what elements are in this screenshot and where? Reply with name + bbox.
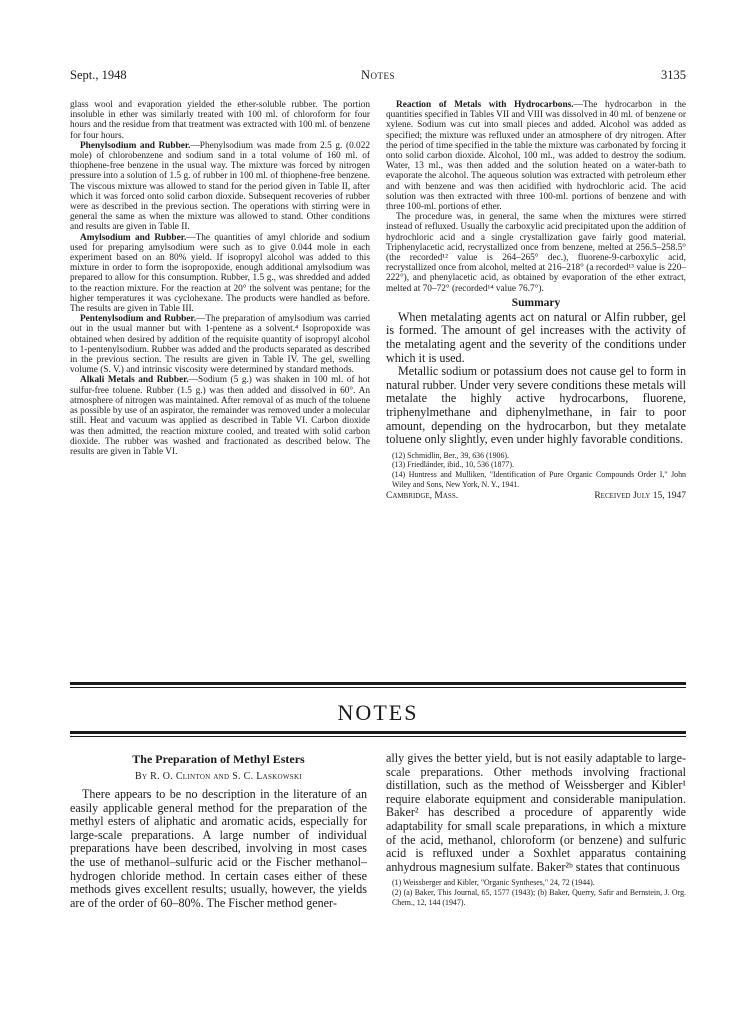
run-in-heading: Reaction of Metals with Hydrocarbons. bbox=[396, 100, 574, 110]
article-title: The Preparation of Methyl Esters bbox=[132, 752, 305, 766]
footnote: (1) Weissberger and Kibler, "Organic Syntheses," 24, 72 (1944). bbox=[392, 878, 595, 888]
paragraph-text: —The hydrocarbon in the quantities specified in Tables VII and VIII was dissolved in 40 ml. of benzene or xylene. Sodium was cut into small pieces and added. Alcohol was added as specified; the mixture was refluxed under an atmosphere of dry nitrogen. After the period of time specified in the table the mixture was carbonated by forcing it onto solid carbon dioxide. Alcohol, 100 ml., was added to destroy the sodium. Water, 13 ml., was then added and the solution heated on a water-bath to evaporate the alcohol. The aqueous solution was extracted with petroleum ether and with benzene and was then acidified with hydrochloric acid. The acid solution was then extracted with three 100-ml. portions of benzene and with three 100-ml. portions of ether. bbox=[386, 100, 687, 213]
paragraph-text: —The preparation of amylsodium was carried out in the usual manner but with 1-pentene as a solvent.⁴ Isopropoxide was obtained when desired by addition of the requisite quantity of isopropyl alcohol to 1-pentenylsodium. Rubber was added and the products separated as described in the previous section. The results are given in Table IV. The gel, swelling volume (S. V.) and intrinsic viscosity were determined by standard methods. bbox=[70, 314, 370, 376]
article-left-column bbox=[70, 752, 367, 910]
author-location: Cambridge, Mass. bbox=[386, 491, 459, 502]
paragraph-text: —Sodium (5 g.) was shaken in 100 ml. of hot sulfur-free toluene. Rubber (1.5 g.) was then added and dissolved in 60°. An atmosphere of nitrogen was maintained. After removal of as much of the toluene as possible by use of an aspirator, the remainder was removed under a molecular still. Heat and vacuum was applied as described in Table VI. Carbon dioxide was then admitted, the reaction mixture cooled, and treated with solid carbon dioxide. The rubber was washed and fractionated as described below. The results are given in Table VI. bbox=[70, 375, 370, 457]
paragraph bbox=[70, 375, 370, 457]
summary-heading: Summary bbox=[511, 296, 561, 309]
divider-thick bbox=[70, 682, 686, 685]
left-column bbox=[70, 100, 370, 457]
paragraph-text: —The quantities of amyl chloride and sodium used for preparing amylsodium were such as to give 0.044 mole in each experiment based on an 80% yield. If isopropyl alcohol was added to this mixture in order to form the isopropoxide, enough additional amylsodium was prepared to allow for this consumption. Rubber, 1.5 g., was shredded and added to the reaction mixture. For the reaction at 20° the solvent was pentane; for the higher temperatures it was cyclohexane. The products were handled as before. The results are given in Table III. bbox=[70, 232, 370, 315]
article-right-column bbox=[386, 752, 686, 907]
right-column bbox=[386, 100, 686, 503]
footnote: (2) (a) Baker, This Journal, 65, 1577 (1943); (b) Baker, Querry, Safir and Bernstein, J. Org. Chem., 12, 144 (1947). bbox=[392, 887, 686, 907]
run-in-heading: Pentenylsodium and Rubber. bbox=[80, 314, 197, 325]
paragraph bbox=[70, 314, 370, 375]
run-in-heading: Phenylsodium and Rubber. bbox=[80, 140, 191, 151]
run-in-heading: Alkali Metals and Rubber. bbox=[80, 375, 189, 386]
footnote: (14) Huntress and Mulliken, "Identification of Pure Organic Compounds Order I," John Wiley and Sons, New York, N. Y., 1941. bbox=[392, 469, 686, 489]
run-in-heading: Amylsodium and Rubber. bbox=[80, 232, 187, 243]
paragraph: ally gives the better yield, but is not easily adaptable to large-scale preparations. Other methods involving fractional distillation, such as the method of Weissberger and Kibler¹ require elaborate equipment and considerable manipulation. Baker² has described a procedure of apparently wide adaptability for small scale preparations, in which a mixture of the acid, methanol, chloroform (or benzene) and sulfuric acid is refluxed under a Soxhlet apparatus containing anhydrous magnesium sulfate. Baker²ᵇ states that continuous bbox=[386, 751, 686, 874]
paragraph: There appears to be no description in the literature of an easily applicable general method for the preparation of the methyl esters of aliphatic and aromatic acids, especially for large-scale preparations. A large number of individual preparations have been described, involving in most cases the use of methanol–sulfuric acid or the Fischer methanol–hydrogen chloride method. In certain cases either of these methods gives excellent results; usually, however, the yields are of the order of 60–80%. The Fischer method gener- bbox=[70, 787, 367, 910]
received-date: Received July 15, 1947 bbox=[594, 491, 686, 502]
header-date: Sept., 1948 bbox=[70, 68, 127, 82]
footnote: (12) Schmidlin, Ber., 39, 636 (1906). bbox=[392, 450, 510, 460]
paragraph-text: —Phenylsodium was made from 2.5 g. (0.022 mole) of chlorobenzene and sodium sand in a total volume of 160 ml. of thiophene-free benzene in the usual way. The mixture was forced by nitrogen pressure into a solution of 1.5 g. of rubber in 100 ml. of thiophene-free benzene. The viscous mixture was allowed to stand for the period given in Table II, after which it was forced onto solid carbon dioxide. Subsequent recoveries of rubber were as described in the previous section. The operations with stirring were in general the same as when the mixture was allowed to stand. Other conditions and results are given in Table II. bbox=[70, 140, 370, 233]
paragraph: glass wool and evaporation yielded the ether-soluble rubber. The portion insoluble in ether was similarly treated with 100 ml. of chloroform for four hours and the residue from that treatment was extracted with 100 ml. of benzene for four hours. bbox=[70, 100, 370, 141]
divider-thick bbox=[70, 731, 686, 734]
page-header bbox=[70, 68, 686, 84]
section-title: NOTES bbox=[337, 700, 419, 725]
footnote: (13) Friedländer, ibid., 10, 536 (1877). bbox=[392, 460, 514, 470]
article-byline: By R. O. Clinton and S. C. Laskowski bbox=[135, 771, 302, 782]
paragraph bbox=[386, 100, 686, 212]
signoff bbox=[386, 491, 686, 503]
divider-thin bbox=[70, 736, 686, 737]
paragraph bbox=[70, 141, 370, 233]
header-section: Notes bbox=[360, 68, 396, 82]
summary-paragraph: When metalating agents act on natural or Alfin rubber, gel is formed. The amount of gel increases with the activity of the metalating agent and the severity of the conditions under which it is used. bbox=[386, 309, 686, 365]
paragraph: The procedure was, in general, the same when the mixtures were stirred instead of refluxed. Usually the carboxylic acid precipitated upon the addition of hydrochloric acid and a single crystallization gave fairly good material. Triphenylacetic acid, recrystallized once from benzene, melted at 256.5–258.5° (the recorded¹² value is 264–265° dec.), fluorene-9-carboxylic acid, recrystallized once from alcohol, melted at 216–218° (a recorded¹³ value is 220–222°), and phenylacetic acid, as obtained by evaporation of the ether extract, melted at 70–72° (recorded¹⁴ value 76.7°). bbox=[386, 212, 686, 294]
divider-thin bbox=[70, 687, 686, 688]
summary-paragraph: Metallic sodium or potassium does not cause gel to form in natural rubber. Under very severe conditions these metals will metalate the highly active hydrocarbons, fluorene, triphenylmethane and diphenylmethane, in fair to poor amount, depending on the hydrocarbon, but they metalate toluene only slightly, even under highly favorable conditions. bbox=[386, 364, 686, 447]
page-number: 3135 bbox=[661, 68, 686, 82]
paragraph bbox=[70, 233, 370, 315]
